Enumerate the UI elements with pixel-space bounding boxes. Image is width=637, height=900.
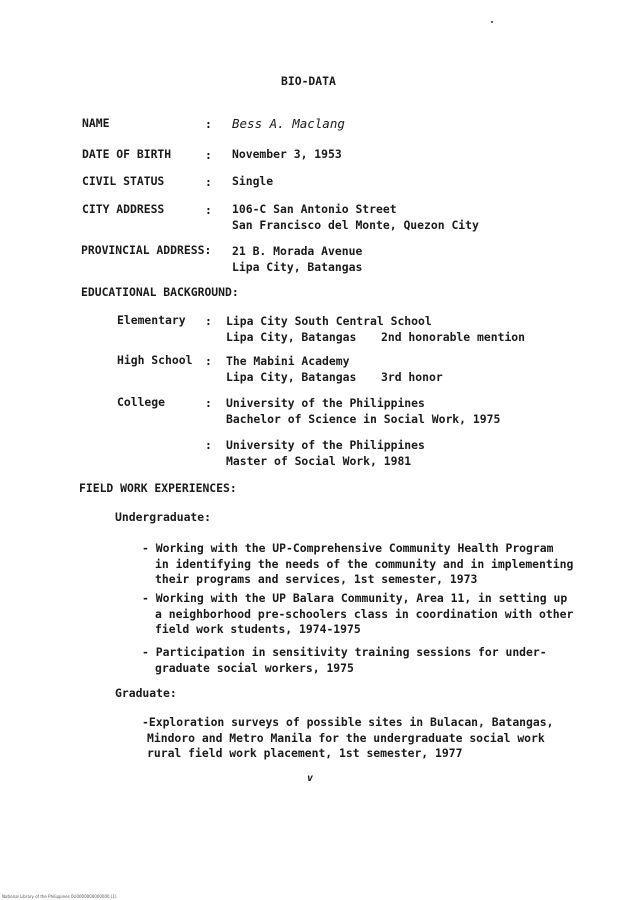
item2-line1: - Working with the UP Balara Community, Area 11, in setting up [142, 591, 568, 605]
item3-line1: - Participation in sensitivity training sessions for under- [142, 645, 547, 659]
item2-line3: field work students, 1974-1975 [155, 622, 361, 636]
name-label: NAME [82, 116, 110, 130]
scan-footer: National Library of the Philippines 0U0000000000000 (1) [2, 894, 117, 899]
item2-line2: a neighborhood pre-schoolers class in coordination with other [155, 606, 574, 621]
provincial-address-value [232, 244, 362, 275]
grad-line1: -Exploration surveys of possible sites in Bulacan, Batangas, [142, 715, 554, 729]
college-entry-2 [226, 438, 425, 469]
civil-status-colon: : [205, 175, 212, 189]
highschool-label: High School [117, 353, 193, 367]
page-title: BIO-DATA [281, 74, 336, 88]
graduate-item [142, 715, 553, 762]
fieldwork-heading: FIELD WORK EXPERIENCES: [79, 481, 237, 495]
name-colon: : [205, 117, 212, 131]
college2-colon: : [205, 438, 212, 452]
city-address-label: CITY ADDRESS [82, 202, 165, 216]
grad-line3: rural field work placement, 1st semester, 1977 [147, 746, 463, 760]
item1-line3: their programs and services, 1st semester, 1973 [155, 572, 478, 586]
page-number: v [307, 773, 314, 784]
undergraduate-heading: Undergraduate: [115, 510, 212, 524]
elementary-colon: : [205, 314, 212, 328]
college1-line1: University of the Philippines [226, 396, 425, 410]
college-colon: : [205, 396, 212, 410]
highschool-line1: The Mabini Academy [226, 354, 350, 368]
elementary-label: Elementary [117, 313, 186, 327]
city-address-value [232, 202, 479, 233]
scan-speck [491, 21, 493, 23]
college1-line2: Bachelor of Science in Social Work, 1975 [226, 411, 501, 426]
dob-value: November 3, 1953 [232, 147, 342, 161]
city-address-line2: San Francisco del Monte, Quezon City [232, 217, 479, 232]
grad-line2: Mindoro and Metro Manila for the undergraduate social work [147, 730, 545, 745]
highschool-line2: Lipa City, Batangas [226, 369, 357, 384]
provincial-address-line2: Lipa City, Batangas [232, 259, 363, 274]
graduate-heading: Graduate: [115, 686, 177, 700]
college2-line1: University of the Philippines [226, 438, 425, 452]
city-address-line1: 106-C San Antonio Street [232, 202, 397, 216]
item1-line1: - Working with the UP-Comprehensive Community Health Program [142, 541, 554, 555]
highschool-school [226, 354, 356, 385]
college2-line2: Master of Social Work, 1981 [226, 453, 412, 468]
elementary-honor: 2nd honorable mention [381, 330, 526, 344]
highschool-honor: 3rd honor [381, 370, 443, 384]
civil-status-value: Single [232, 174, 274, 188]
undergrad-item-3 [142, 645, 547, 676]
education-heading: EDUCATIONAL BACKGROUND: [81, 285, 239, 299]
name-value: Bess A. Maclang [232, 116, 345, 131]
provincial-address-label: PROVINCIAL ADDRESS: [81, 243, 212, 257]
college-entry-1 [226, 396, 500, 427]
provincial-address-line1: 21 B. Morada Avenue [232, 244, 363, 258]
undergrad-item-2 [142, 591, 573, 638]
highschool-colon: : [205, 354, 212, 368]
elementary-line2: Lipa City, Batangas [226, 329, 357, 344]
item3-line2: graduate social workers, 1975 [155, 660, 354, 675]
dob-label: DATE OF BIRTH [82, 147, 172, 161]
civil-status-label: CIVIL STATUS [82, 174, 165, 188]
item1-line2: in identifying the needs of the community and in implementing [155, 556, 574, 571]
college-label: College [117, 395, 166, 409]
dob-colon: : [205, 148, 212, 162]
elementary-line1: Lipa City South Central School [226, 314, 432, 328]
undergrad-item-1 [142, 541, 573, 588]
city-address-colon: : [205, 203, 212, 217]
